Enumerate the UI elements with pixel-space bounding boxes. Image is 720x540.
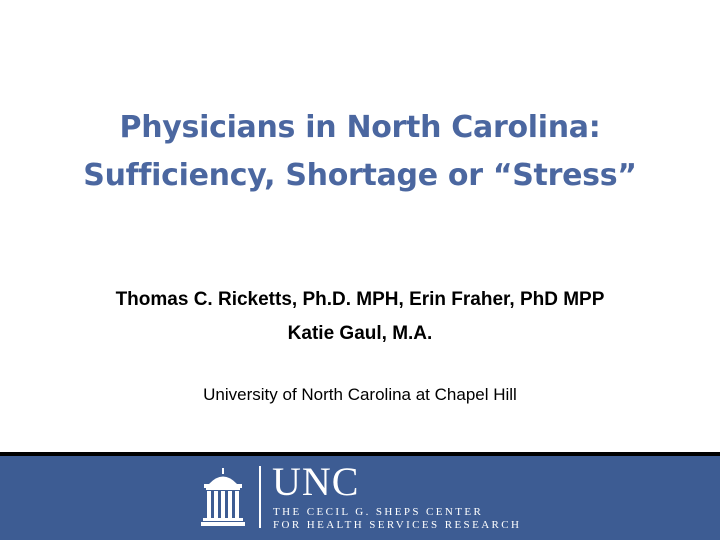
authors-block xyxy=(0,283,720,351)
slide-title xyxy=(0,104,720,200)
logo-wordmark: UNC xyxy=(272,459,360,504)
logo-subtitle-line-1: THE CECIL G. SHEPS CENTER xyxy=(273,506,484,518)
title-line-1: Physicians in North Carolina: xyxy=(119,110,601,145)
logo-divider xyxy=(259,466,261,528)
title-line-2: Sufficiency, Shortage or “Stress” xyxy=(83,158,637,193)
authors-line-1: Thomas C. Ricketts, Ph.D. MPH, Erin Fraher, PhD MPP xyxy=(115,289,605,310)
authors-line-2: Katie Gaul, M.A. xyxy=(287,323,433,344)
affiliation: University of North Carolina at Chapel Hill xyxy=(203,385,517,404)
footer-band xyxy=(0,456,720,540)
logo-subtitle-line-2: FOR HEALTH SERVICES RESEARCH xyxy=(273,519,522,531)
old-well-icon xyxy=(200,466,246,528)
